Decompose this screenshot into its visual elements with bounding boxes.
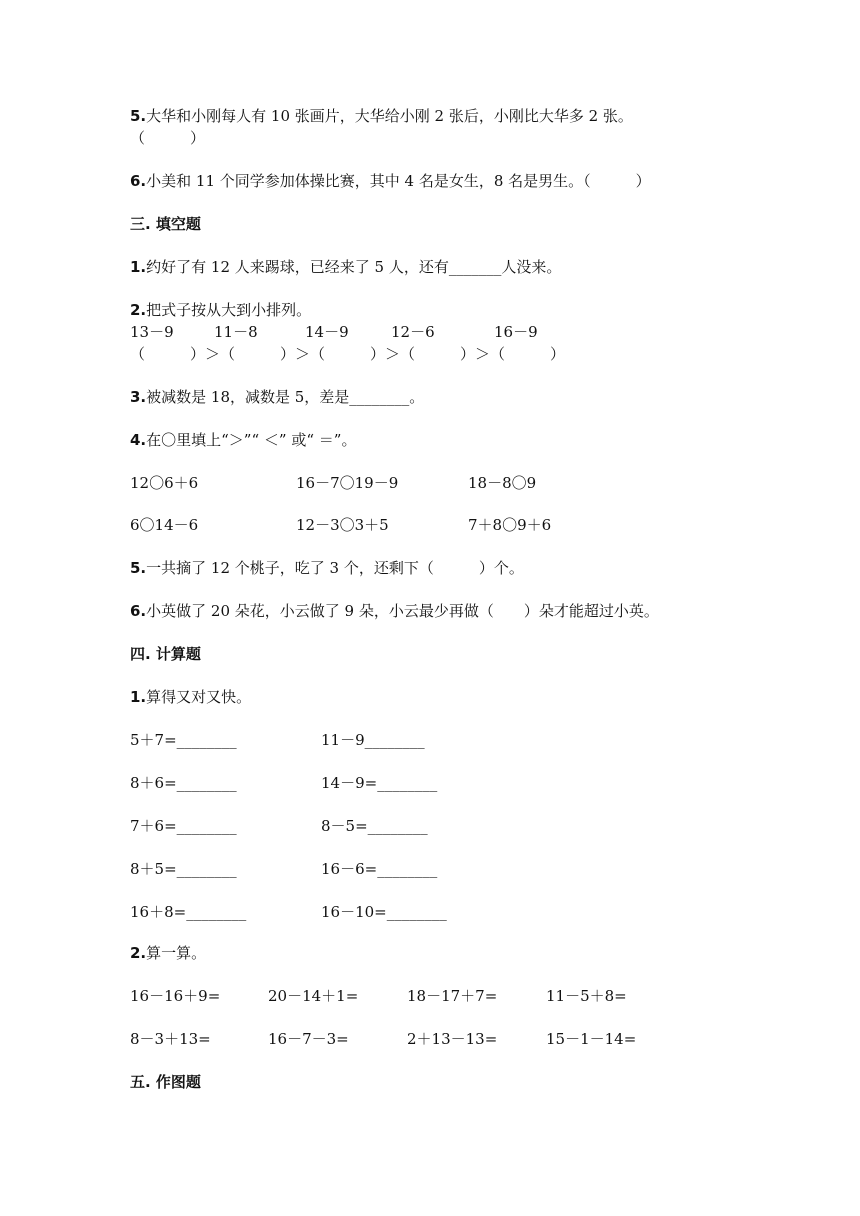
item-text: 大华和小刚每人有 10 张画片，大华给小刚 2 张后，小刚比大华多 2 张。 xyxy=(146,107,633,125)
item-text: 算一算。 xyxy=(146,944,207,962)
judge-item-5 xyxy=(130,106,633,126)
calc-expression: 16－10=________ xyxy=(321,903,447,921)
item-text: 在〇里填上“＞”“ ＜” 或“ ＝”。 xyxy=(146,431,357,449)
item-number: 6. xyxy=(130,172,147,190)
item-text: 小英做了 20 朵花，小云做了 9 朵，小云最少再做（ ）朵才能超过小英。 xyxy=(146,602,659,620)
calc-expression: 11－5＋8= xyxy=(546,987,627,1005)
expression: 11－8 xyxy=(214,323,258,341)
calc-expression: 16－7－3= xyxy=(268,1030,349,1048)
calc-expression: 16－16＋9= xyxy=(130,987,221,1005)
calc-expression: 11－9________ xyxy=(321,731,425,749)
calc-expression: 8＋6=________ xyxy=(130,774,237,792)
expression: 13－9 xyxy=(130,323,174,341)
item-text: 小美和 11 个同学参加体操比赛，其中 4 名是女生，8 名是男生。（ ） xyxy=(146,172,651,190)
item-number: 2. xyxy=(130,301,147,319)
calc-expression: 18－17＋7= xyxy=(407,987,498,1005)
section-heading-fill-in: 三. 填空题 xyxy=(130,215,201,233)
compare-expression: 12〇6＋6 xyxy=(130,474,199,492)
item-number: 1. xyxy=(130,258,147,276)
item-number: 5. xyxy=(130,107,147,125)
calc-expression: 8－3＋13= xyxy=(130,1030,211,1048)
compare-expression: 12－3〇3＋5 xyxy=(296,516,389,534)
section-heading-drawing: 五. 作图题 xyxy=(130,1073,201,1091)
item-text: 一共摘了 12 个桃子，吃了 3 个，还剩下（ ）个。 xyxy=(146,559,524,577)
answer-parentheses: （ ） xyxy=(130,129,206,147)
calc-expression: 8－5=________ xyxy=(321,817,428,835)
fill-question-1 xyxy=(130,257,561,277)
calc-expression: 14－9=________ xyxy=(321,774,438,792)
fill-question-4 xyxy=(130,430,356,450)
ordering-blanks: （ ）＞（ ）＞（ ）＞（ ）＞（ ） xyxy=(130,345,566,363)
item-number: 3. xyxy=(130,388,147,406)
expression: 16－9 xyxy=(494,323,538,341)
item-number: 1. xyxy=(130,688,147,706)
item-number: 5. xyxy=(130,559,147,577)
calc-expression: 2＋13－13= xyxy=(407,1030,498,1048)
calc-expression: 16－6=________ xyxy=(321,860,438,878)
calc-expression: 7＋6=________ xyxy=(130,817,237,835)
item-number: 6. xyxy=(130,602,147,620)
compare-expression: 16－7〇19－9 xyxy=(296,474,399,492)
item-number: 2. xyxy=(130,944,147,962)
calc-question-2 xyxy=(130,943,206,963)
compare-expression: 18－8〇9 xyxy=(468,474,537,492)
expression: 12－6 xyxy=(391,323,435,341)
calc-question-1 xyxy=(130,687,251,707)
calc-expression: 20－14＋1= xyxy=(268,987,359,1005)
calc-expression: 8＋5=________ xyxy=(130,860,237,878)
fill-question-2 xyxy=(130,300,311,320)
calc-expression: 16＋8=________ xyxy=(130,903,247,921)
item-text: 把式子按从大到小排列。 xyxy=(146,301,312,319)
item-number: 4. xyxy=(130,431,147,449)
judge-item-6 xyxy=(130,171,651,191)
fill-question-5 xyxy=(130,558,524,578)
item-text: 被减数是 18，减数是 5，差是________。 xyxy=(146,388,425,406)
calc-expression: 15－1－14= xyxy=(546,1030,637,1048)
fill-question-6 xyxy=(130,601,659,621)
item-text: 算得又对又快。 xyxy=(146,688,252,706)
expression: 14－9 xyxy=(305,323,349,341)
calc-expression: 5＋7=________ xyxy=(130,731,237,749)
compare-expression: 6〇14－6 xyxy=(130,516,199,534)
section-heading-calculation: 四. 计算题 xyxy=(130,645,201,663)
compare-expression: 7＋8〇9＋6 xyxy=(468,516,552,534)
item-text: 约好了有 12 人来踢球，已经来了 5 人，还有_______人没来。 xyxy=(146,258,562,276)
fill-question-3 xyxy=(130,387,424,407)
